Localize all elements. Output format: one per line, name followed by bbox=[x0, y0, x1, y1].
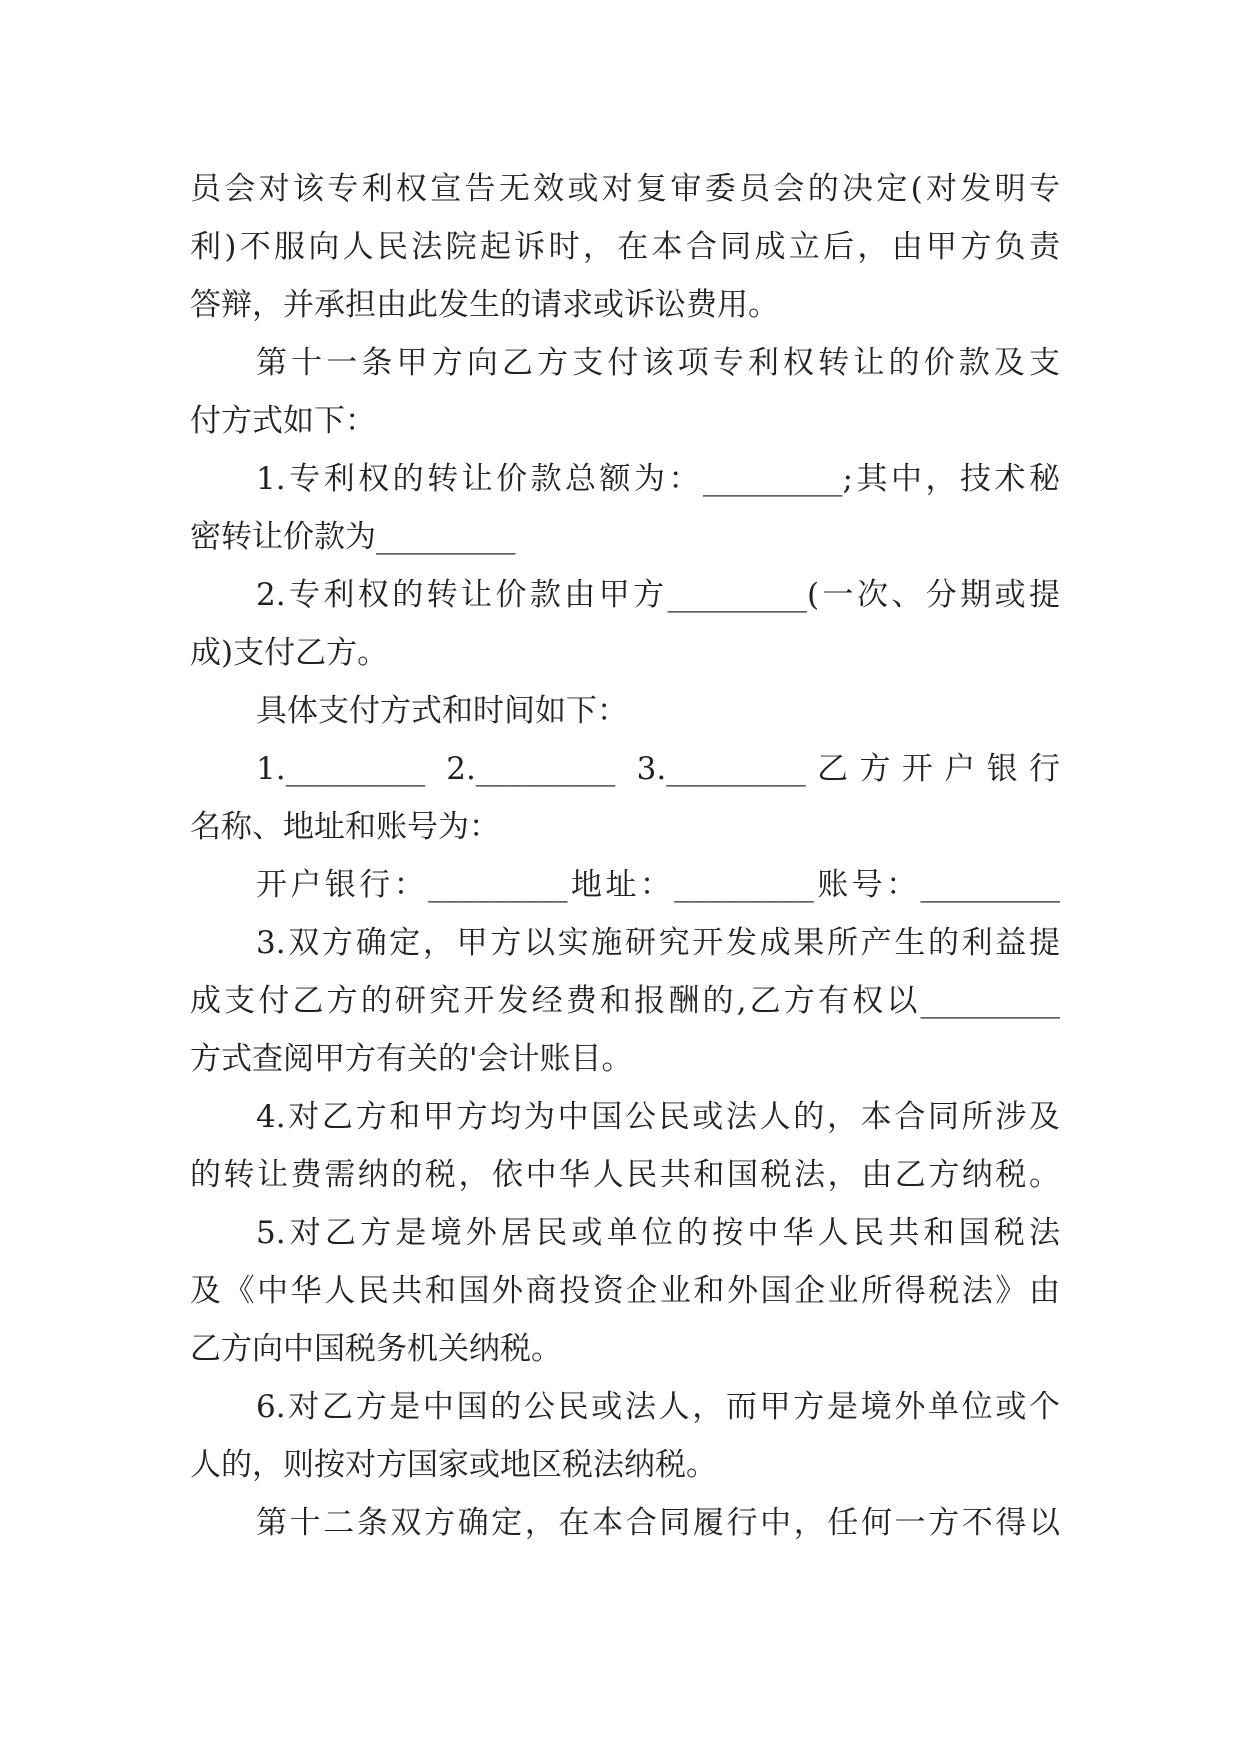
text-line: 成)支付乙方。 bbox=[190, 635, 389, 671]
text-line: 密转让价款为_________ bbox=[190, 519, 516, 555]
document-body bbox=[190, 160, 1060, 1552]
text-line: 名称、地址和账号为： bbox=[190, 809, 500, 845]
text-line: 的转让费需纳的税，依中华人民共和国税法，由乙方纳税。 bbox=[190, 1157, 1060, 1193]
text-line: 1._________ 2._________ 3._________乙方开户银行 bbox=[256, 751, 1060, 787]
text-line: 付方式如下： bbox=[190, 403, 376, 439]
text-line: 4.对乙方和甲方均为中国公民或法人的，本合同所涉及 bbox=[256, 1099, 1060, 1135]
text-line: 员会对该专利权宣告无效或对复审委员会的决定(对发明专 bbox=[190, 171, 1060, 207]
text-line: 成支付乙方的研究开发经费和报酬的,乙方有权以_________ bbox=[190, 983, 1060, 1019]
text-line: 答辩，并承担由此发生的请求或诉讼费用。 bbox=[190, 287, 779, 323]
text-line: 利)不服向人民法院起诉时，在本合同成立后，由甲方负责 bbox=[190, 229, 1060, 265]
text-line: 1.专利权的转让价款总额为：_________;其中，技术秘 bbox=[256, 461, 1060, 497]
text-line: 人的，则按对方国家或地区税法纳税。 bbox=[190, 1447, 717, 1483]
text-line: 乙方向中国税务机关纳税。 bbox=[190, 1331, 562, 1367]
text-line: 6.对乙方是中国的公民或法人，而甲方是境外单位或个 bbox=[256, 1389, 1060, 1425]
text-line: 具体支付方式和时间如下： bbox=[256, 693, 628, 729]
text-line: 开户银行：_________地址：_________账号：_________ bbox=[256, 867, 1060, 903]
text-line: 方式查阅甲方有关的'会计账目。 bbox=[190, 1041, 633, 1077]
text-line: 及《中华人民共和国外商投资企业和外国企业所得税法》由 bbox=[190, 1273, 1060, 1309]
text-line: 5.对乙方是境外居民或单位的按中华人民共和国税法 bbox=[256, 1215, 1060, 1251]
text-line: 3.双方确定，甲方以实施研究开发成果所产生的利益提 bbox=[256, 925, 1060, 961]
text-line: 第十一条甲方向乙方支付该项专利权转让的价款及支 bbox=[256, 345, 1060, 381]
text-line: 2.专利权的转让价款由甲方_________(一次、分期或提 bbox=[256, 577, 1060, 613]
text-line: 第十二条双方确定，在本合同履行中，任何一方不得以 bbox=[256, 1505, 1060, 1541]
